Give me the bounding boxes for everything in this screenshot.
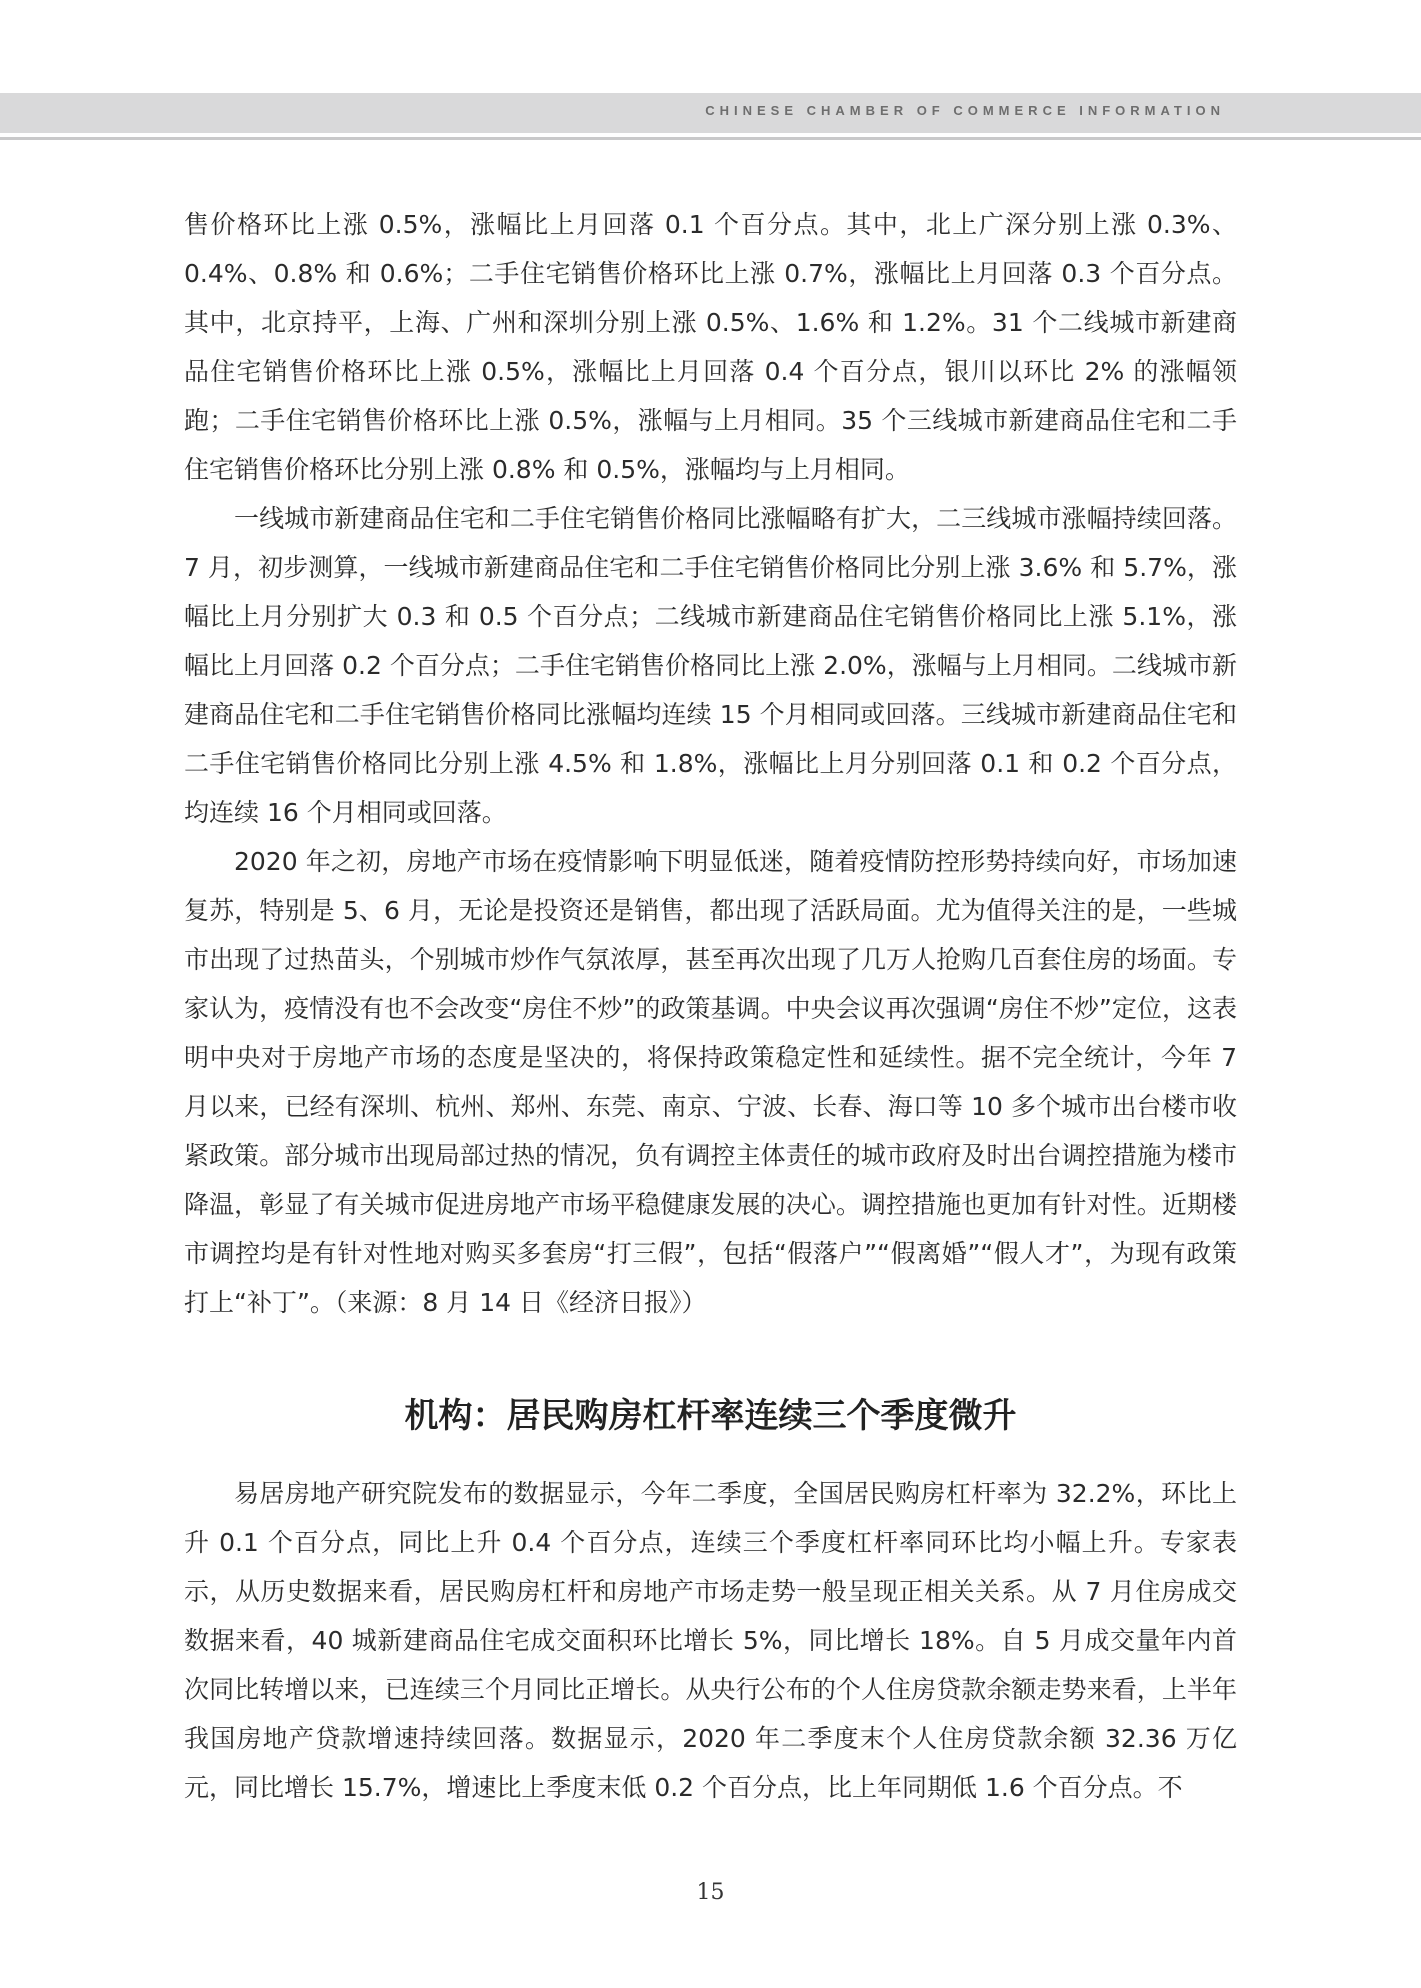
section-paragraph: 易居房地产研究院发布的数据显示，今年二季度，全国居民购房杠杆率为 32.2%，环比上升 0.1 个百分点，同比上升 0.4 个百分点，连续三个季度杠杆率同环比均小幅上升。专家表示，从历史数据来看，居民购房杠杆和房地产市场走势一般呈现正相关关系。从 7 月住房成交数据来看，40 城新建商品住宅成交面积环比增长 5%，同比增长 18%。自 5 月成交量年内首次同比转增以来，已连续三个月同比正增长。从央行公布的个人住房贷款余额走势来看，上半年我国房地产贷款增速持续回落。数据显示，2020 年二季度末个人住房贷款余额 32.36 万亿元，同比增长 15.7%，增速比上季度末低 0.2 个百分点，比上年同期低 1.6 个百分点。不 bbox=[184, 1479, 1237, 1802]
body-paragraph: 2020 年之初，房地产市场在疫情影响下明显低迷，随着疫情防控形势持续向好，市场加速复苏，特别是 5、6 月，无论是投资还是销售，都出现了活跃局面。尤为值得关注的是，一些城市出现了过热苗头，个别城市炒作气氛浓厚，甚至再次出现了几万人抢购几百套住房的场面。专家认为，疫情没有也不会改变“房住不炒”的政策基调。中央会议再次强调“房住不炒”定位，这表明中央对于房地产市场的态度是坚决的，将保持政策稳定性和延续性。据不完全统计，今年 7 月以来，已经有深圳、杭州、郑州、东莞、南京、宁波、长春、海口等 10 多个城市出台楼市收紧政策。部分城市出现局部过热的情况，负有调控主体责任的城市政府及时出台调控措施为楼市降温，彰显了有关城市促进房地产市场平稳健康发展的决心。调控措施也更加有针对性。近期楼市调控均是有针对性地对购买多套房“打三假”，包括“假落户”“假离婚”“假人才”，为现有政策打上“补丁”。（来源：8 月 14 日《经济日报》） bbox=[184, 847, 1237, 1317]
body-paragraph: 售价格环比上涨 0.5%，涨幅比上月回落 0.1 个百分点。其中，北上广深分别上涨 0.3%、0.4%、0.8% 和 0.6%；二手住宅销售价格环比上涨 0.7%，涨幅比上月回落 0.3 个百分点。其中，北京持平，上海、广州和深圳分别上涨 0.5%、1.6% 和 1.2%。31 个二线城市新建商品住宅销售价格环比上涨 0.5%，涨幅比上月回落 0.4 个百分点，银川以环比 2% 的涨幅领跑；二手住宅销售价格环比上涨 0.5%，涨幅与上月相同。35 个三线城市新建商品住宅和二手住宅销售价格环比分别上涨 0.8% 和 0.5%，涨幅均与上月相同。 bbox=[184, 210, 1237, 484]
article-body bbox=[184, 200, 1237, 1812]
header-divider bbox=[0, 137, 1421, 140]
section-title: 机构：居民购房杠杆率连续三个季度微升 bbox=[404, 1396, 1017, 1436]
header-title: CHINESE CHAMBER OF COMMERCE INFORMATION bbox=[705, 103, 1225, 118]
page-number: 15 bbox=[696, 1880, 725, 1905]
body-paragraph: 一线城市新建商品住宅和二手住宅销售价格同比涨幅略有扩大，二三线城市涨幅持续回落。7 月，初步测算，一线城市新建商品住宅和二手住宅销售价格同比分别上涨 3.6% 和 5.7%，涨幅比上月分别扩大 0.3 和 0.5 个百分点；二线城市新建商品住宅销售价格同比上涨 5.1%，涨幅比上月回落 0.2 个百分点；二手住宅销售价格同比上涨 2.0%，涨幅与上月相同。二线城市新建商品住宅和二手住宅销售价格同比涨幅均连续 15 个月相同或回落。三线城市新建商品住宅和二手住宅销售价格同比分别上涨 4.5% 和 1.8%，涨幅比上月分别回落 0.1 和 0.2 个百分点，均连续 16 个月相同或回落。 bbox=[184, 504, 1237, 827]
